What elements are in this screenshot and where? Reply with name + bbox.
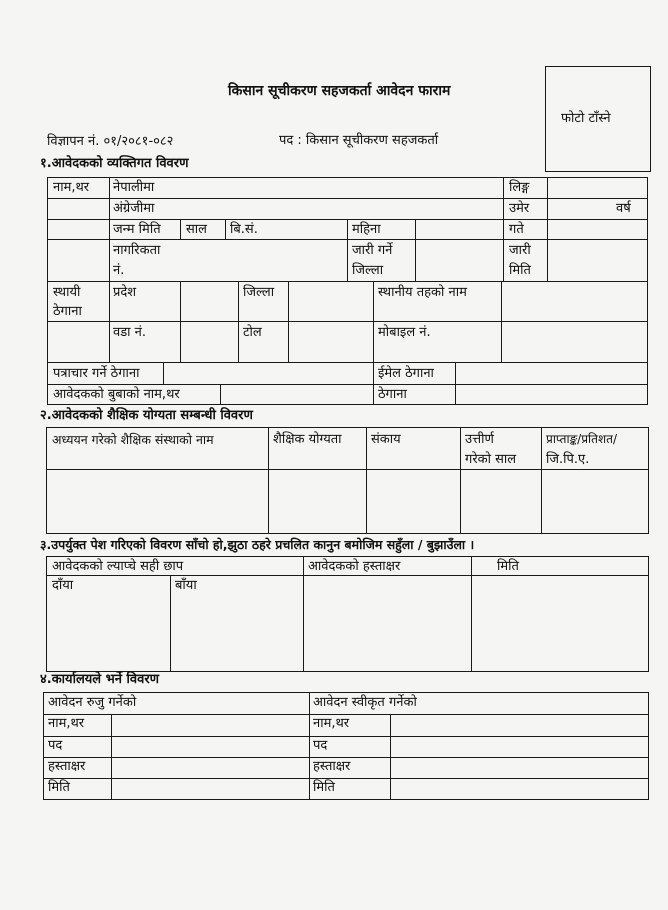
verifier-signature-label: हस्ताक्षर [48,759,86,774]
citizenship-label: नागरिकता [113,243,161,258]
day-label: गते [509,222,524,237]
approver-name-label: नाम,थर [313,716,350,731]
section-1-heading: १.आवेदकको व्यक्तिगत विवरण [40,156,189,171]
left-thumb-label: बाँया [175,578,197,593]
permanent-address-label: स्थायी [53,285,81,300]
address-label: ठेगाना [378,387,407,402]
advertisement-number: विज्ञापन नं. ०१/२०८१-०८२ [47,134,174,149]
right-thumb-label: दाँया [52,578,74,593]
issue-district-label: जारी गर्ने [352,243,393,258]
percentage-header: प्राप्ताङ्क/प्रतिशत/ [546,432,618,446]
post-label: पद : किसान सूचीकरण सहजकर्ता [279,133,439,148]
citizenship-no-label: नं. [113,263,125,278]
issue-date-label: जारी [509,243,531,258]
dob-label: जन्म मिति [113,222,161,237]
province-label: प्रदेश [113,285,137,300]
bs-label: बि.सं. [230,222,258,237]
faculty-header: संकाय [371,432,401,447]
verifier-date-label: मिति [48,780,70,795]
section-4-heading: ४.कार्यालयले भर्ने विवरण [40,672,160,687]
month-label: महिना [352,222,381,237]
nepali-label: नेपालीमा [113,180,155,195]
photo-box [545,66,651,172]
mobile-label: मोबाइल नं. [378,325,431,340]
institution-header: अध्ययन गरेको शैक्षिक संस्थाको नाम [52,432,214,447]
approved-by-label: आवेदन स्वीकृत गर्नेको [313,695,417,710]
section-2-heading: २.आवेदकको शैक्षिक योग्यता सम्बन्धी विवरण [40,408,253,423]
section-3-declaration: ३.उपर्युक्त पेश गरिएको विवरण साँचो हो,झुठा ठहरे प्रचलित कानुन बमोजिम सहुँला / बुझाउँला । [40,537,475,552]
verifier-name-label: नाम,थर [48,716,85,731]
approver-date-label: मिति [313,780,335,795]
english-label: अंग्रेजीमा [113,201,155,216]
gpa-header: जि.पि.ए. [546,452,590,467]
correspondence-address-label: पत्राचार गर्ने ठेगाना [53,366,140,381]
verifier-post-label: पद [48,738,63,753]
verified-by-label: आवेदन रुजु गर्नेको [48,695,137,710]
year-label: साल [186,222,207,237]
permanent-address-label-2: ठेगाना [53,304,82,319]
form-title: किसान सूचीकरण सहजकर्ता आवेदन फाराम [228,83,451,99]
passed-year-header-2: गरेको साल [465,452,517,467]
date-label: मिति [497,559,519,574]
passed-year-header: उत्तीर्ण [465,432,494,447]
approver-signature-label: हस्ताक्षर [313,759,351,774]
years-label: वर्ष [616,201,631,216]
age-label: उमेर [509,201,530,216]
email-label: ईमेल ठेगाना [378,366,434,381]
tole-label: टोल [243,325,262,340]
applicant-signature-label: आवेदकको हस्ताक्षर [308,559,401,574]
thumbprint-label: आवेदकको ल्याप्चे सही छाप [52,559,184,574]
issue-district-label-2: जिल्ला [352,263,384,278]
name-label: नाम,थर [53,180,90,195]
gender-label: लिङ्ग [509,180,530,195]
approver-post-label: पद [313,738,328,753]
father-name-label: आवेदकको बुबाको नाम,थर [53,387,180,402]
local-level-label: स्थानीय तहको नाम [378,285,467,300]
photo-label: फोटो टाँस्ने [561,111,611,126]
issue-date-label-2: मिति [509,263,531,278]
ward-label: वडा नं. [113,325,147,340]
district-label: जिल्ला [243,285,275,300]
qualification-header: शैक्षिक योग्यता [273,432,342,447]
